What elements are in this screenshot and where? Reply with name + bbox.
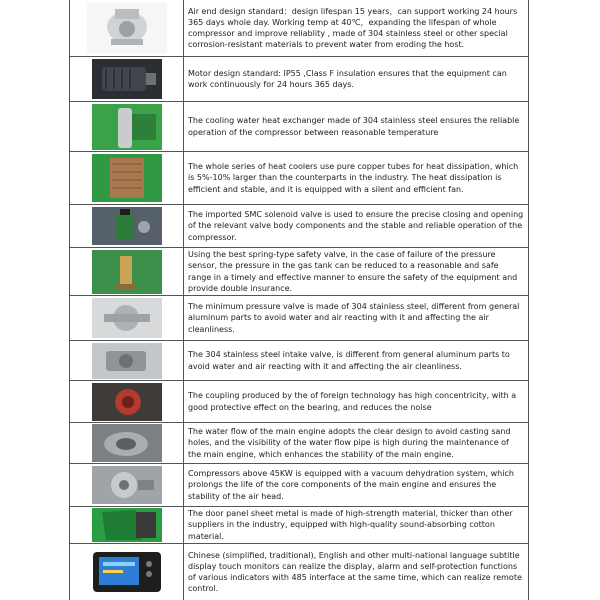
- table-row: [70, 248, 528, 296]
- table-row: [70, 57, 528, 102]
- door-panel-photo: [70, 507, 184, 543]
- motor-photo: [70, 57, 184, 101]
- feature-description: Motor design standard: IP55 ,Class F insulation ensures that the equipment can work continuously for 24 hours 365 days.: [188, 68, 507, 89]
- feature-description: The door panel sheet metal is made of high-strength material, thicker than other suppliers in the industry, equipped with high-quality sound-absorbing cotton material.: [188, 509, 513, 541]
- feature-description: Using the best spring-type safety valve, in the case of failure of the pressure sensor, the pressure in the gas tank can be reduced to a reasonable and safe range in a timely and effective manner to ensure the safety of the equipment and provide double insurance.: [188, 250, 518, 293]
- table-row: [70, 464, 528, 507]
- feature-description: The cooling water heat exchanger made of 304 stainless steel ensures the reliable operation of the compressor between reasonable temperature: [188, 116, 520, 137]
- feature-description: The coupling produced by the of foreign technology has high concentricity, with a good protective effect on the bearing, and reduces the noise: [188, 391, 517, 412]
- air-end-photo: [70, 0, 184, 56]
- table-row: [70, 341, 528, 381]
- feature-description: The 304 stainless steel intake valve, is different from general aluminum parts to avoid water and air reacting with it and affecting the air cleanliness.: [188, 350, 510, 371]
- table-row: [70, 0, 528, 57]
- feature-description: Compressors above 45KW is equipped with a vacuum dehydration system, which prolongs the life of the core components of the main engine and ensures the stability of the air head.: [188, 469, 514, 501]
- table-row: [70, 102, 528, 152]
- vacuum-dehydration-photo: [70, 464, 184, 506]
- heat-exchanger-photo: [70, 102, 184, 151]
- feature-description: The water flow of the main engine adopts the clear design to avoid casting sand holes, and the visibility of the water flow pipe is high during the maintenance of the main engine, which enhances the stability of the main engine.: [188, 427, 511, 459]
- pressure-valve-photo: [70, 296, 184, 340]
- intake-valve-photo: [70, 341, 184, 380]
- solenoid-valve-photo: [70, 205, 184, 247]
- feature-description: The whole series of heat coolers use pure copper tubes for heat dissipation, which is 5%-10% larger than the counterparts in the industry. The heat dissipation is efficient and stable, and it is equipped with a silent and efficient fan.: [188, 162, 519, 194]
- heat-cooler-photo: [70, 152, 184, 204]
- table-row: [70, 544, 528, 600]
- water-flow-photo: [70, 423, 184, 463]
- touch-monitor-photo: [70, 544, 184, 600]
- table-row: [70, 152, 528, 205]
- table-row: [70, 296, 528, 341]
- table-row: [70, 381, 528, 423]
- feature-description: Chinese (simplified, traditional), English and other multi-national language subtitle display touch monitors can realize the display, alarm and self-protection functions of various indicators with 485 interface at the same time, which can realize remote control.: [188, 550, 522, 594]
- coupling-photo: [70, 381, 184, 422]
- feature-table: [69, 0, 529, 600]
- feature-description: The imported SMC solenoid valve is used to ensure the precise closing and opening of the relevant valve body components and the stable and reliable operation of the compressor.: [188, 210, 524, 242]
- table-row: [70, 423, 528, 464]
- feature-description: Air end design standard：design lifespan 15 years，can support working 24 hours 365 days whole day. Working temp at 40℃，expanding the lifespan of whole compressor and improve reliablity , made of 304 stainless steel or other special corrosion-resistant materials to prevent water from eroding the host.: [188, 6, 518, 50]
- table-row: [70, 507, 528, 544]
- feature-description: The minimum pressure valve is made of 304 stainless steel, different from general aluminum parts to avoid water and air reacting with it and affecting the air cleanliness.: [188, 302, 520, 334]
- table-row: [70, 205, 528, 248]
- safety-valve-photo: [70, 248, 184, 295]
